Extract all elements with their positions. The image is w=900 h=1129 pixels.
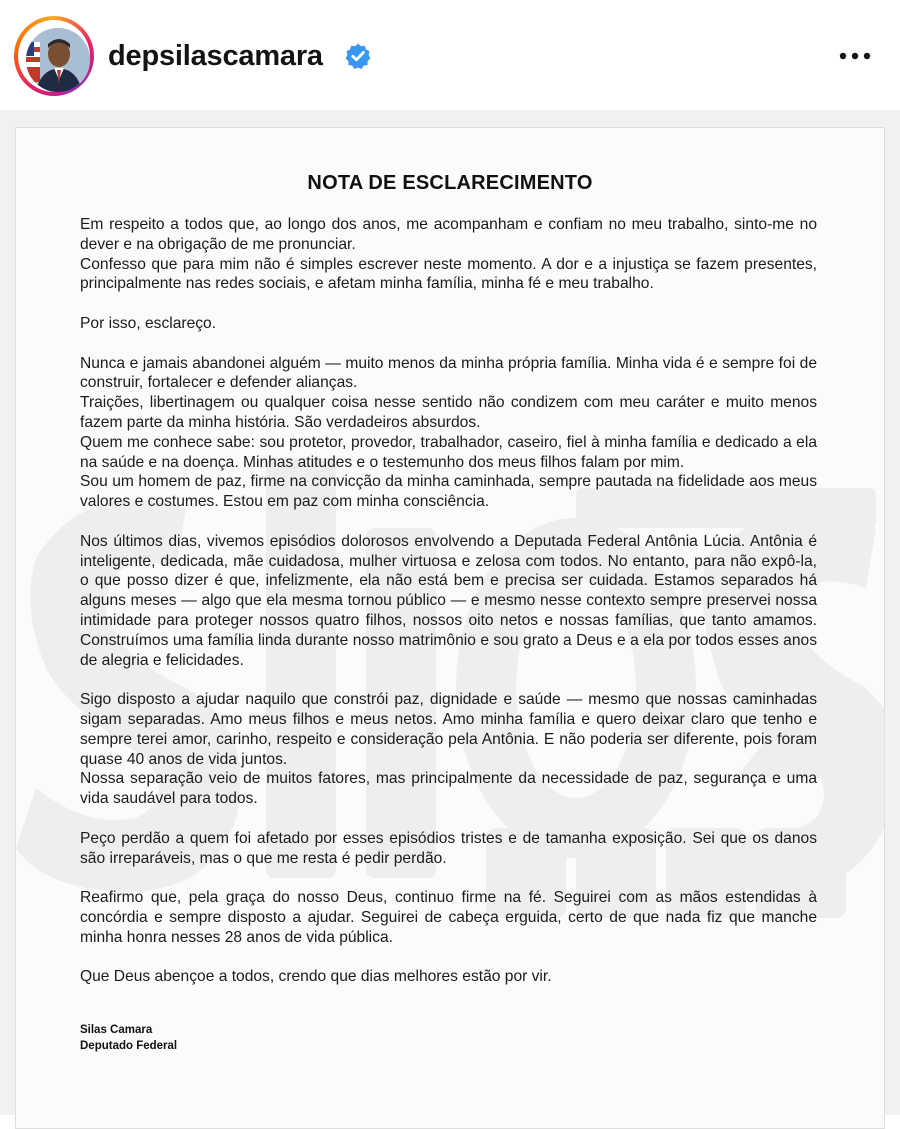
paragraph: Por isso, esclareço. xyxy=(80,314,217,332)
more-options-icon[interactable] xyxy=(836,42,876,70)
avatar-photo-icon xyxy=(26,28,90,92)
signature-block xyxy=(80,1022,177,1054)
paragraph: Nunca e jamais abandonei alguém — muito menos da minha própria família. Minha vida é e sempre foi de construir, fortalecer e defender alianças. xyxy=(80,354,817,392)
document-body xyxy=(80,215,817,1007)
username-link[interactable]: depsilascamara xyxy=(108,40,323,72)
story-ring[interactable] xyxy=(14,16,94,96)
paragraph: Sigo disposto a ajudar naquilo que constrói paz, dignidade e saúde — mesmo que nossas caminhadas sigam separadas. Amo meus filhos e meus netos. Amo minha família e quero deixar claro que tenho e sempre terei amor, carinho, respeito e consideração pela Antônia. E não poderia ser diferente, pois foram quase 40 anos de vida juntos. xyxy=(80,691,817,768)
avatar[interactable] xyxy=(26,28,90,92)
signature-role: Deputado Federal xyxy=(80,1040,178,1052)
signature-name: Silas Camara xyxy=(80,1024,153,1036)
paragraph: Confesso que para mim não é simples escrever neste momento. A dor e a injustiça se fazem presentes, principalmente nas redes sociais, e afetam minha família, minha fé e meu trabalho. xyxy=(80,255,817,293)
verified-badge-icon xyxy=(344,42,372,70)
paragraph: Traições, libertinagem ou qualquer coisa nesse sentido não condizem com meu caráter e muito menos fazem parte da minha história. São verdadeiros absurdos. xyxy=(80,394,817,431)
document-title: NOTA DE ESCLARECIMENTO xyxy=(307,172,593,194)
post-header xyxy=(0,0,900,110)
paragraph: Que Deus abençoe a todos, crendo que dias melhores estão por vir. xyxy=(80,968,552,986)
paragraph: Nos últimos dias, vivemos episódios dolorosos envolvendo a Deputada Federal Antônia Lúcia. Antônia é inteligente, dedicada, mãe cuidadosa, mulher virtuosa e zelosa com todos. No entanto, para não expô-la, o que posso dizer é que, infelizmente, ela não está bem e precisa ser cuidada. Estamos separados há alguns meses — algo que ela mesma tornou público — e mesmo nesse contexto sempre preservei nossa intimidade para proteger nossos quatro filhos, nossos oito netos e nossas famílias, que tanto amamos. Construímos uma família linda durante nosso matrimônio e sou grato a Deus e a ela por todos esses anos de alegria e felicidades. xyxy=(80,532,817,669)
paragraph: Sou um homem de paz, firme na convicção da minha caminhada, sempre pautada na fidelidade aos meus valores e costumes. Estou em paz com minha consciência. xyxy=(80,473,817,511)
paragraph: Quem me conhece sabe: sou protetor, provedor, trabalhador, caseiro, fiel à minha família e dedicado a ela na saúde e na doença. Minhas atitudes e o testemunho dos meus filhos falam por mim. xyxy=(80,433,817,471)
paragraph: Peço perdão a quem foi afetado por esses episódios tristes e de tamanha exposição. Sei que os danos são irreparáveis, mas o que me resta é pedir perdão. xyxy=(80,829,817,867)
paragraph: Em respeito a todos que, ao longo dos anos, me acompanham e confiam no meu trabalho, sinto-me no dever e na obrigação de me pronunciar. xyxy=(80,216,817,253)
statement-document xyxy=(15,127,885,1129)
paragraph: Reafirmo que, pela graça do nosso Deus, continuo firme na fé. Seguirei com as mãos estendidas à concórdia e sempre disposto a ajudar. Seguirei de cabeça erguida, certo de que nada fiz que manche minha honra nesses 28 anos de vida pública. xyxy=(80,889,817,946)
paragraph: Nossa separação veio de muitos fatores, mas principalmente da necessidade de paz, segurança e uma vida saudável para todos. xyxy=(80,770,817,808)
